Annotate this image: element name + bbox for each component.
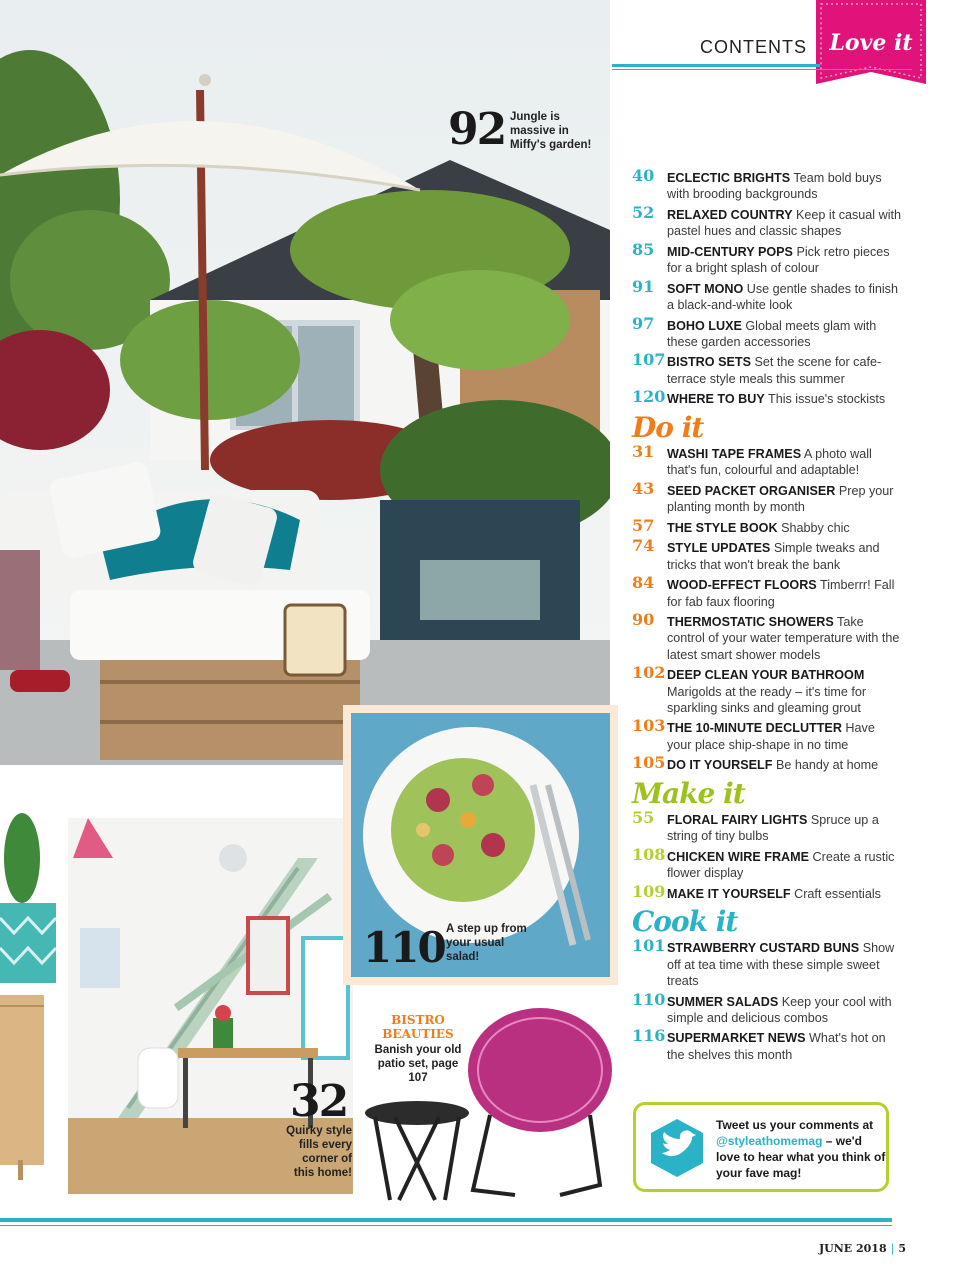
salad-caption-text: A step up from your usual salad! — [446, 923, 527, 963]
tweet-box — [633, 1102, 889, 1192]
folio: JUNE 2018 | 5 — [818, 1242, 906, 1255]
do-it-heading: Do it — [632, 410, 704, 444]
garden-caption-text: Jungle is massive in Miffy's garden! — [510, 111, 592, 151]
contents-item-description: Use gentle shades to finish a black-and-white look — [667, 281, 898, 312]
stair-room-photo — [68, 818, 353, 1194]
contents-item-page: 91 — [632, 276, 655, 296]
bistro-caption-heading: BISTRO BEAUTIES — [382, 1013, 454, 1041]
contents-item[interactable] — [632, 166, 902, 203]
header-rule-thin — [612, 69, 912, 70]
contents-item-description: Take control of your water temperature with the latest smart shower models — [667, 615, 900, 662]
contents-item-page: 102 — [632, 663, 666, 683]
contents-item-description: Simple tweaks and tricks that won't break the bank — [667, 541, 880, 572]
contents-item[interactable] — [632, 202, 902, 240]
contents-item-page: 97 — [632, 313, 655, 333]
wooden-cabinet-photo — [0, 995, 44, 1180]
folio-date: JUNE 2018 — [818, 1242, 887, 1255]
contents-item-title: SUPERMARKET NEWS — [667, 1031, 806, 1046]
footer-rule-thin — [0, 1225, 892, 1226]
folio-page-number: 5 — [898, 1242, 906, 1255]
contents-item-page: 84 — [632, 573, 655, 593]
contents-item-title: DO IT YOURSELF — [667, 758, 773, 773]
contents-item-title: BISTRO SETS — [667, 355, 751, 370]
contents-item-page: 108 — [632, 844, 666, 864]
footer-rule — [0, 1218, 892, 1222]
salad-photo — [343, 705, 618, 985]
contents-item-page: 116 — [632, 1026, 666, 1046]
contents-item-title: MID-CENTURY POPS — [667, 244, 793, 259]
contents-item-description: What's hot on the shelves this month — [667, 1031, 886, 1062]
garden-caption-number: 92 — [448, 104, 506, 155]
contents-item[interactable] — [632, 807, 902, 845]
quirky-caption-text: Quirky style fills every corner of this home! — [286, 1125, 352, 1179]
love-it-badge-label: Love it — [829, 30, 913, 56]
contents-item-description: Set the scene for cafe-terrace style meals this summer — [667, 355, 882, 386]
contents-item-description: Create a rustic flower display — [667, 849, 895, 881]
contents-item-description: Timberrr! Fall for fab faux flooring — [667, 578, 895, 609]
contents-item[interactable] — [632, 313, 902, 351]
contents-item-title: THERMOSTATIC SHOWERS — [667, 615, 834, 630]
contents-item-title: STYLE UPDATES — [667, 541, 771, 556]
tweet-text-end: – we'd love to hear what you think of your fave mag! — [716, 1134, 886, 1180]
contents-item[interactable] — [632, 844, 902, 882]
twitter-bird-icon[interactable] — [646, 1117, 708, 1184]
contents-item-description: Global meets glam with these garden accessories — [667, 318, 877, 349]
do-it-section — [632, 441, 902, 774]
contents-item-page: 52 — [632, 202, 655, 222]
contents-item[interactable] — [632, 663, 902, 716]
contents-item[interactable] — [632, 936, 902, 989]
twitter-handle-link[interactable]: @styleathomemag — [716, 1134, 823, 1148]
contents-item-description: Keep your cool with simple and delicious combos — [667, 994, 892, 1025]
contents-item-description: Team bold buys with brooding backgrounds — [667, 171, 882, 202]
contents-item[interactable] — [632, 989, 902, 1027]
contents-item[interactable] — [632, 441, 902, 479]
contents-item-page: 110 — [632, 989, 666, 1009]
cactus-planter-photo — [0, 808, 60, 998]
contents-item-description: Have your place ship-shape in no time — [667, 721, 875, 752]
contents-item-page: 40 — [632, 166, 655, 185]
contents-item-description: Prep your planting month by month — [667, 483, 894, 515]
contents-item-description: Show off at tea time with these simple sweet treats — [667, 941, 895, 988]
contents-item-title: WOOD-EFFECT FLOORS — [667, 578, 817, 593]
contents-title: CONTENTS — [700, 37, 807, 57]
contents-item-page: 55 — [632, 807, 655, 827]
love-it-badge — [816, 0, 926, 84]
contents-item[interactable] — [632, 515, 902, 536]
contents-list — [632, 166, 902, 1067]
contents-item[interactable] — [632, 536, 902, 573]
contents-item[interactable] — [632, 573, 902, 610]
contents-item-description: Marigolds at the ready – it's time for sparkling sinks and gleaming grout — [667, 684, 867, 715]
contents-item-page: 57 — [632, 515, 655, 535]
contents-item-title: THE STYLE BOOK — [667, 520, 778, 535]
contents-item-page: 31 — [632, 441, 655, 461]
contents-item-title: CHICKEN WIRE FRAME — [667, 849, 810, 864]
contents-item-page: 103 — [632, 716, 666, 736]
contents-item-page: 101 — [632, 936, 666, 956]
contents-item-page: 85 — [632, 239, 655, 259]
bistro-set-photo — [355, 1005, 615, 1205]
contents-item[interactable] — [632, 478, 902, 516]
cook-it-section — [632, 936, 902, 1063]
contents-item-title: FLORAL FAIRY LIGHTS — [667, 812, 808, 827]
contents-item[interactable] — [632, 387, 902, 407]
contents-item-description: Keep it casual with pastel hues and classic shapes — [667, 207, 901, 239]
contents-item-title: ECLECTIC BRIGHTS — [667, 171, 791, 185]
contents-item-title: DEEP CLEAN YOUR BATHROOM — [667, 668, 865, 683]
contents-item-description: Pick retro pieces for a bright splash of colour — [667, 244, 890, 276]
contents-item-description: Craft essentials — [794, 886, 881, 901]
contents-item[interactable] — [632, 1026, 902, 1063]
make-it-heading: Make it — [632, 776, 745, 810]
bistro-caption-text: Banish your old patio set, page 107 — [374, 1044, 462, 1084]
contents-item-title: WHERE TO BUY — [667, 392, 765, 407]
contents-item-description: Shabby chic — [781, 520, 850, 535]
contents-item-title: STRAWBERRY CUSTARD BUNS — [667, 941, 860, 956]
make-it-section — [632, 807, 902, 902]
header-rule — [612, 64, 820, 67]
contents-item-page: 74 — [632, 536, 655, 556]
tweet-text — [716, 1117, 886, 1181]
garden-photo — [0, 0, 610, 765]
contents-item-title: SEED PACKET ORGANISER — [667, 483, 836, 498]
salad-caption-number: 110 — [363, 923, 445, 972]
contents-item-title: MAKE IT YOURSELF — [667, 886, 791, 901]
contents-item-page: 43 — [632, 478, 655, 498]
contents-item-page: 107 — [632, 350, 666, 370]
contents-item-page: 90 — [632, 610, 655, 630]
contents-item[interactable] — [632, 276, 902, 314]
contents-item-page: 105 — [632, 753, 666, 773]
contents-item[interactable] — [632, 350, 902, 387]
contents-item-page: 120 — [632, 387, 666, 407]
love-it-section — [632, 166, 902, 408]
contents-item-description: This issue's stockists — [768, 392, 886, 407]
tweet-text-start: Tweet us your comments at — [716, 1118, 874, 1132]
contents-item-description: Be handy at home — [775, 758, 879, 773]
cook-it-heading: Cook it — [632, 905, 738, 939]
contents-item-page: 109 — [632, 881, 666, 901]
contents-item-title: WASHI TAPE FRAMES — [667, 446, 802, 461]
contents-item[interactable] — [632, 716, 902, 753]
contents-item[interactable] — [632, 753, 902, 773]
contents-item[interactable] — [632, 610, 902, 663]
contents-item-description: A photo wall that's fun, colourful and adaptable! — [667, 446, 872, 478]
contents-item-title: SOFT MONO — [667, 281, 744, 296]
contents-item-description: Spruce up a string of tiny bulbs — [667, 812, 879, 844]
contents-item[interactable] — [632, 239, 902, 277]
contents-item-title: BOHO LUXE — [667, 318, 742, 333]
contents-item-title: RELAXED COUNTRY — [667, 207, 793, 222]
contents-item-title: THE 10-MINUTE DECLUTTER — [667, 721, 842, 736]
contents-item[interactable] — [632, 881, 902, 902]
contents-item-title: SUMMER SALADS — [667, 994, 779, 1009]
quirky-caption-number: 32 — [290, 1076, 348, 1127]
